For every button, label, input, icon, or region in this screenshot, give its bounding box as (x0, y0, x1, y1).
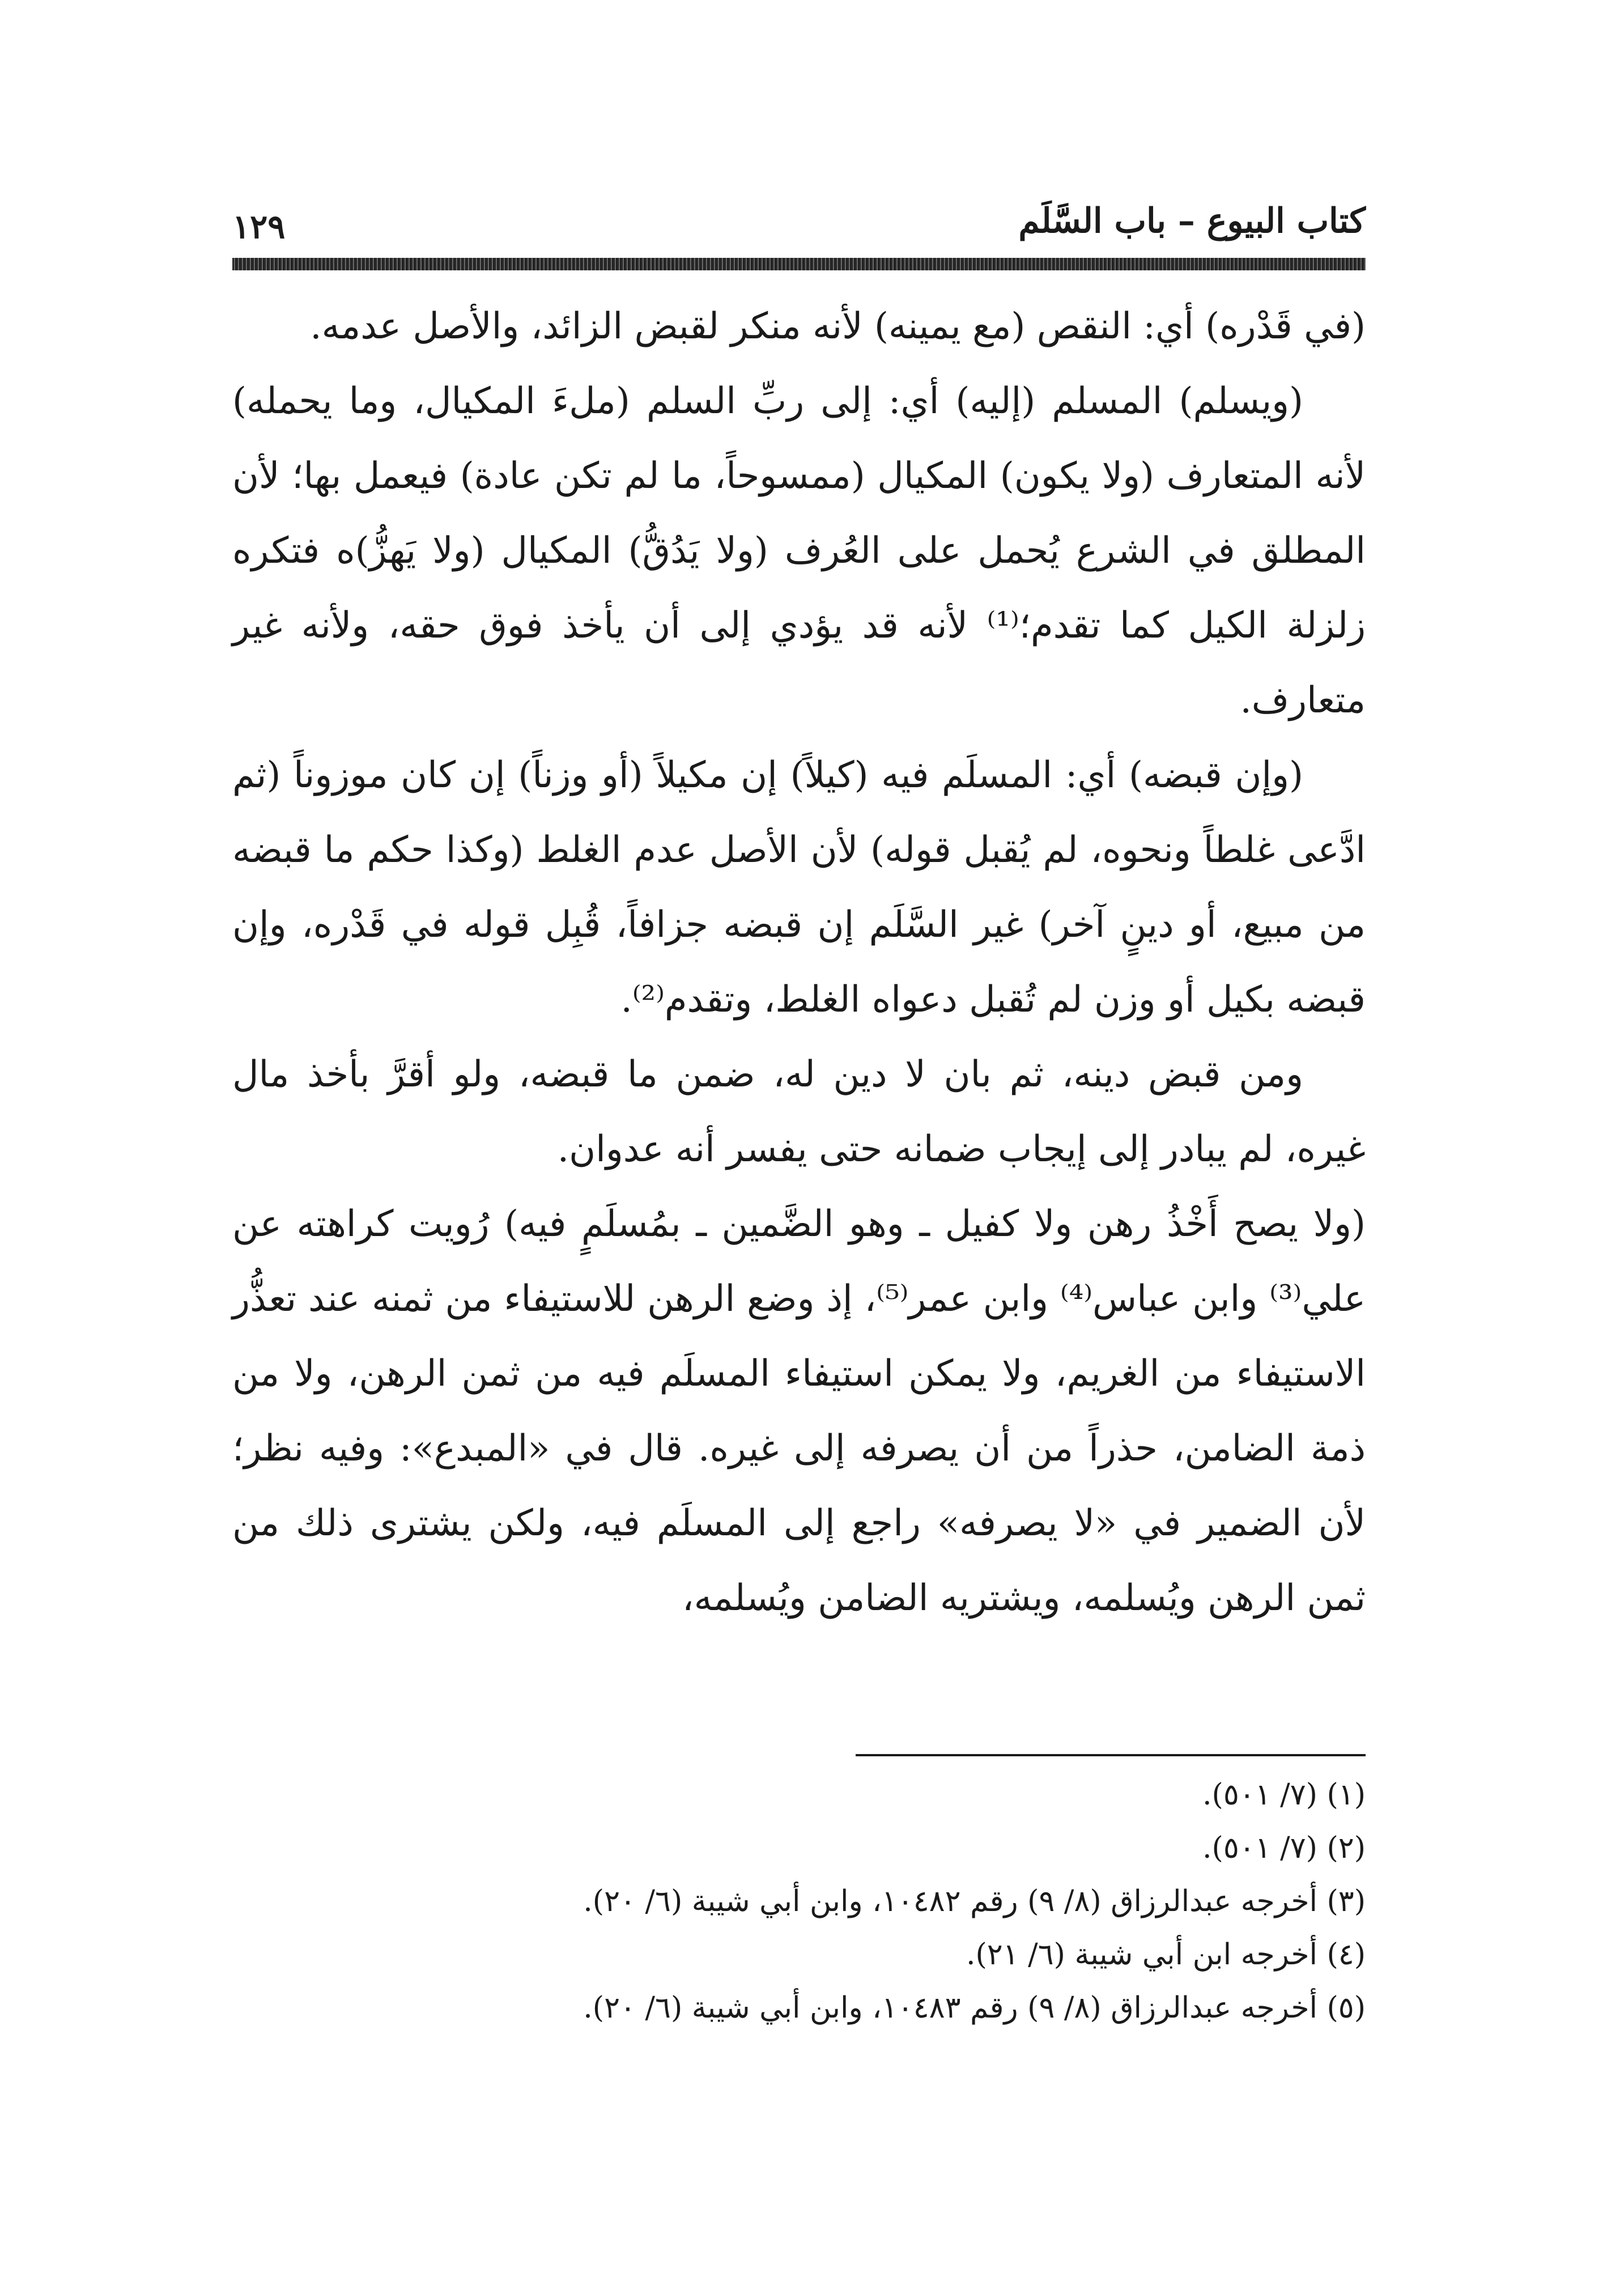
body-text (232, 289, 1366, 1636)
footnote: (٤) أخرجه ابن أبي شيبة (٦/ ٢١). (966, 1938, 1366, 1972)
paragraph: (في قَدْره) أي: النقص (مع يمينه) لأنه منكر لقبض الزائد، والأصل عدمه. (310, 305, 1366, 347)
page-header (232, 196, 1366, 247)
paragraph: ومن قبض دينه، ثم بان لا دين له، ضمن ما قبضه، ولو أقرَّ بأخذ مال غيره، لم يبادر إلى إيجاب ضمانه حتى يفسر أنه عدوان. (232, 1054, 1366, 1170)
paragraph: (وإن قبضه) أي: المسلَم فيه (كيلاً) إن مكيلاً (أو وزناً) إن كان موزوناً (ثم ادَّعى غلطاً ونحوه، لم يُقبل قوله) لأن الأصل عدم الغلط (وكذا حكم ما قبضه من مبيع، أو دينٍ آخر) غير السَّلَم إن قبضه جزافاً، قُبِل قوله في قَدْره، وإن قبضه بكيل أو وزن لم تُقبل دعواه الغلط، وتقدم⁽²⁾. (232, 754, 1366, 1021)
book-page (232, 0, 1366, 2293)
page-number: ١٢٩ (232, 207, 286, 246)
footnote: (٣) أخرجه عبدالرزاق (٨/ ٩) رقم ١٠٤٨٢، وابن أبي شيبة (٦/ ٢٠). (583, 1884, 1366, 1918)
header-divider (232, 258, 1366, 270)
paragraph: (ويسلم) المسلم (إليه) أي: إلى ربِّ السلم (ملءَ المكيال، وما يحمله) لأنه المتعارف (ولا يكون) المكيال (ممسوحاً، ما لم تكن عادة) فيعمل بها؛ لأن المطلق في الشرع يُحمل على العُرف (ولا يَدُقُّ) المكيال (ولا يَهزُّ)ه فتكره زلزلة الكيل كما تقدم؛⁽¹⁾ لأنه قد يؤدي إلى أن يأخذ فوق حقه، ولأنه غير متعارف. (232, 380, 1366, 721)
paragraph: (ولا يصح أَخْذُ رهن ولا كفيل ـ وهو الضَّمين ـ بمُسلَمٍ فيه) رُويت كراهته عن علي⁽³⁾ وابن عباس⁽⁴⁾ وابن عمر⁽⁵⁾، إذ وضع الرهن للاستيفاء من ثمنه عند تعذُّر الاستيفاء من الغريم، ولا يمكن استيفاء المسلَم فيه من ثمن الرهن، ولا من ذمة الضامن، حذراً من أن يصرفه إلى غيره. قال في «المبدع»: وفيه نظر؛ لأن الضمير في «لا يصرفه» راجع إلى المسلَم فيه، ولكن يشترى ذلك من ثمن الرهن ويُسلمه، ويشتريه الضامن ويُسلمه، (232, 1203, 1366, 1619)
footnote: (١) (٧/ ٥٠١). (1202, 1778, 1366, 1812)
footnote: (٢) (٧/ ٥٠١). (1202, 1831, 1366, 1865)
footnote: (٥) أخرجه عبدالرزاق (٨/ ٩) رقم ١٠٤٨٣، وابن أبي شيبة (٦/ ٢٠). (583, 1991, 1366, 2025)
footnote-divider (856, 1754, 1366, 1756)
footnotes (232, 1768, 1366, 2035)
running-title: كتاب البيوع – باب السَّلَم (1018, 201, 1366, 241)
